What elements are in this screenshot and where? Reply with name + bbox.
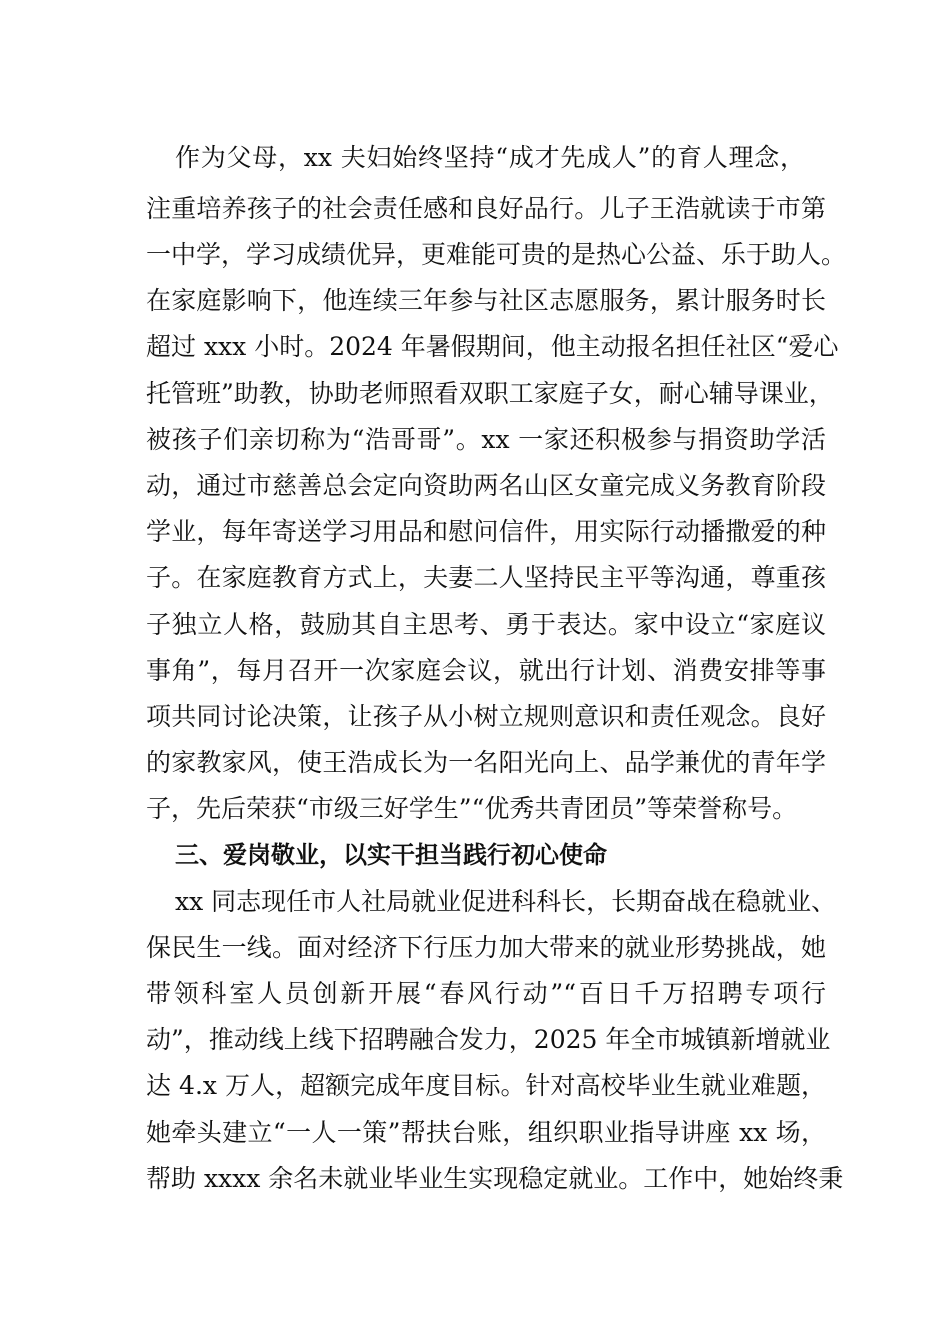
- paragraph-1-line-14: 的家教家风，使王浩成长为一名阳光向上、品学兼优的青年学: [146, 748, 826, 777]
- paragraph-1-line-9: 学业，每年寄送学习用品和慰问信件，用实际行动播撒爱的种: [146, 517, 826, 546]
- paragraph-2-line-4: 动”，推动线上线下招聘融合发力，2025 年全市城镇新增就业: [146, 1025, 831, 1054]
- paragraph-2-line-6: 她牵头建立“一人一策”帮扶台账，组织职业指导讲座 xx 场，: [146, 1118, 826, 1147]
- paragraph-2-line-2: 保民生一线。面对经济下行压力加大带来的就业形势挑战，她: [146, 933, 826, 962]
- paragraph-1-line-15: 子，先后荣获“市级三好学生”“优秀共青团员”等荣誉称号。: [146, 794, 798, 823]
- paragraph-2-line-3: 带领科室人员创新开展“春风行动”“百日千万招聘专项行: [146, 979, 826, 1008]
- paragraph-1-line-10: 子。在家庭教育方式上，夫妻二人坚持民主平等沟通，尊重孩: [146, 563, 826, 592]
- paragraph-1-line-6: 托管班”助教，协助老师照看双职工家庭子女，耐心辅导课业，: [146, 379, 834, 408]
- paragraph-2-line-5: 达 4.x 万人，超额完成年度目标。针对高校毕业生就业难题，: [146, 1071, 826, 1100]
- paragraph-1-line-11: 子独立人格，鼓励其自主思考、勇于表达。家中设立“家庭议: [146, 610, 826, 639]
- paragraph-1-line-2: 注重培养孩子的社会责任感和良好品行。儿子王浩就读于市第: [146, 194, 826, 223]
- paragraph-1-line-5: 超过 xxx 小时。2024 年暑假期间，他主动报名担任社区“爱心: [146, 332, 839, 361]
- paragraph-1-line-3: 一中学，学习成绩优异，更难能可贵的是热心公益、乐于助人。: [146, 240, 847, 269]
- paragraph-1-line-7: 被孩子们亲切称为“浩哥哥”。xx 一家还积极参与捐资助学活: [146, 425, 826, 454]
- paragraph-2-line-7: 帮助 xxxx 余名未就业毕业生实现稳定就业。工作中，她始终秉: [146, 1164, 844, 1193]
- paragraph-1-line-1: 作为父母，xx 夫妇始终坚持“成才先成人”的育人理念，: [175, 143, 805, 172]
- paragraph-1-line-8: 动，通过市慈善总会定向资助两名山区女童完成义务教育阶段: [146, 471, 826, 500]
- paragraph-1-line-13: 项共同讨论决策，让孩子从小树立规则意识和责任观念。良好: [146, 702, 826, 731]
- paragraph-1-line-12: 事角”，每月召开一次家庭会议，就出行计划、消费安排等事: [146, 656, 826, 685]
- paragraph-1-line-4: 在家庭影响下，他连续三年参与社区志愿服务，累计服务时长: [146, 286, 826, 315]
- section-heading-3: 三、爱岗敬业，以实干担当践行初心使命: [175, 841, 607, 869]
- paragraph-2-line-1: xx 同志现任市人社局就业促进科科长，长期奋战在稳就业、: [175, 887, 837, 916]
